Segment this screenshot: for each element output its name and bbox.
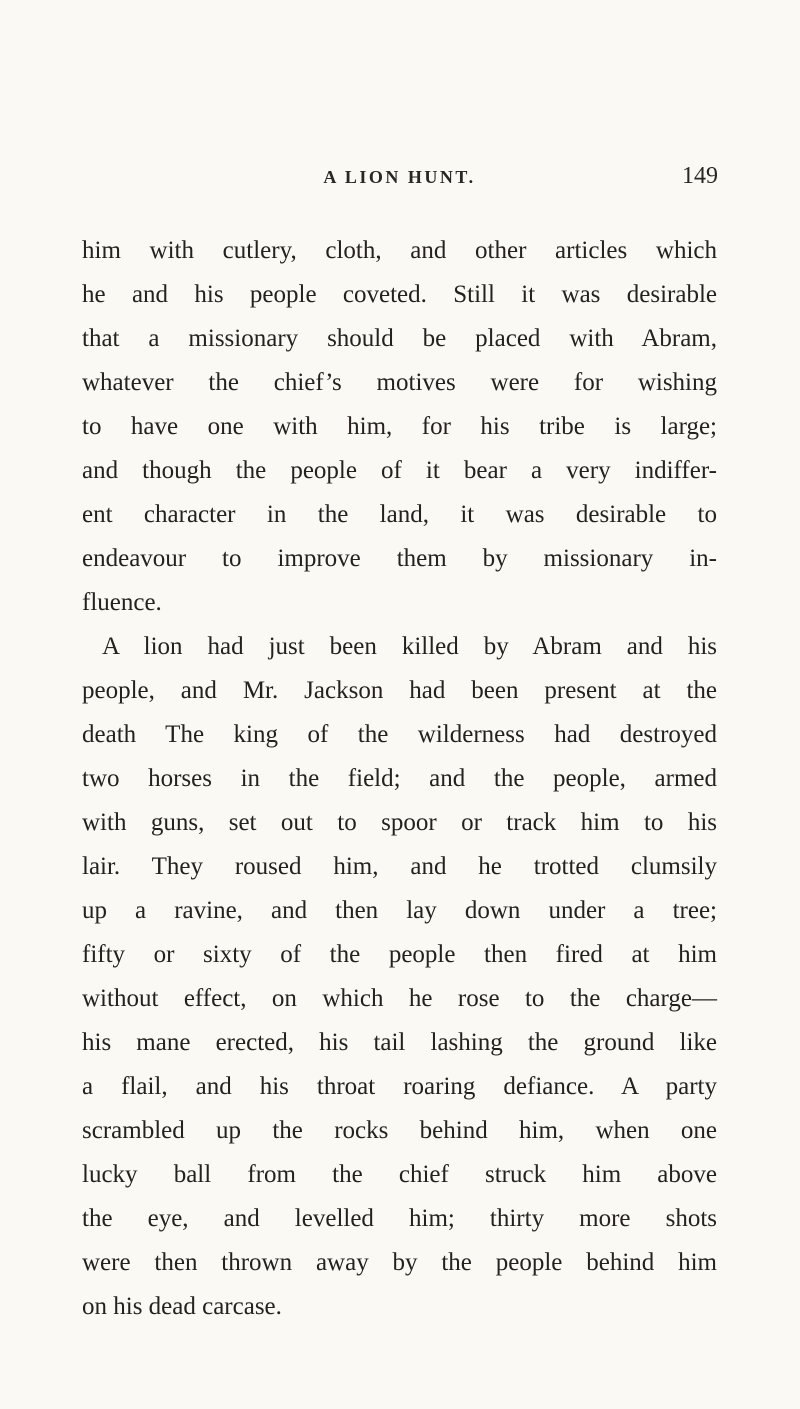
text-line: him with cutlery, cloth, and other articles which bbox=[82, 237, 717, 264]
running-title: A LION HUNT. bbox=[323, 167, 476, 187]
text-line: lucky ball from the chief struck him above bbox=[82, 1161, 717, 1188]
text-line: whatever the chief’s motives were for wishing bbox=[82, 369, 717, 396]
text-line: his mane erected, his tail lashing the ground like bbox=[82, 1029, 717, 1056]
text-line: he and his people coveted. Still it was desirable bbox=[82, 281, 717, 308]
text-line: and though the people of it bear a very indiffer- bbox=[82, 457, 717, 484]
text-line: on his dead carcase. bbox=[82, 1293, 282, 1320]
body-text bbox=[82, 229, 717, 1329]
text-line: two horses in the field; and the people, armed bbox=[82, 765, 717, 792]
text-line: without effect, on which he rose to the charge— bbox=[82, 985, 717, 1012]
running-head bbox=[81, 163, 718, 195]
text-line: a flail, and his throat roaring defiance. A party bbox=[82, 1073, 717, 1100]
text-line: lair. They roused him, and he trotted clumsily bbox=[82, 853, 717, 880]
text-line: fifty or sixty of the people then fired at him bbox=[82, 941, 717, 968]
text-line: ent character in the land, it was desirable to bbox=[82, 501, 717, 528]
text-line: death The king of the wilderness had destroyed bbox=[82, 721, 717, 748]
text-line: to have one with him, for his tribe is large; bbox=[82, 413, 717, 440]
text-line: endeavour to improve them by missionary in- bbox=[82, 545, 717, 572]
text-line: were then thrown away by the people behind him bbox=[82, 1249, 717, 1276]
text-line: with guns, set out to spoor or track him to his bbox=[82, 809, 717, 836]
text-line: A lion had just been killed by Abram and his bbox=[102, 633, 717, 660]
text-line: the eye, and levelled him; thirty more shots bbox=[82, 1205, 717, 1232]
text-line: up a ravine, and then lay down under a tree; bbox=[82, 897, 717, 924]
text-line: fluence. bbox=[82, 589, 162, 616]
page-number: 149 bbox=[682, 163, 718, 189]
text-line: that a missionary should be placed with Abram, bbox=[82, 325, 717, 352]
text-line: scrambled up the rocks behind him, when one bbox=[82, 1117, 717, 1144]
text-line: people, and Mr. Jackson had been present at the bbox=[82, 677, 717, 704]
